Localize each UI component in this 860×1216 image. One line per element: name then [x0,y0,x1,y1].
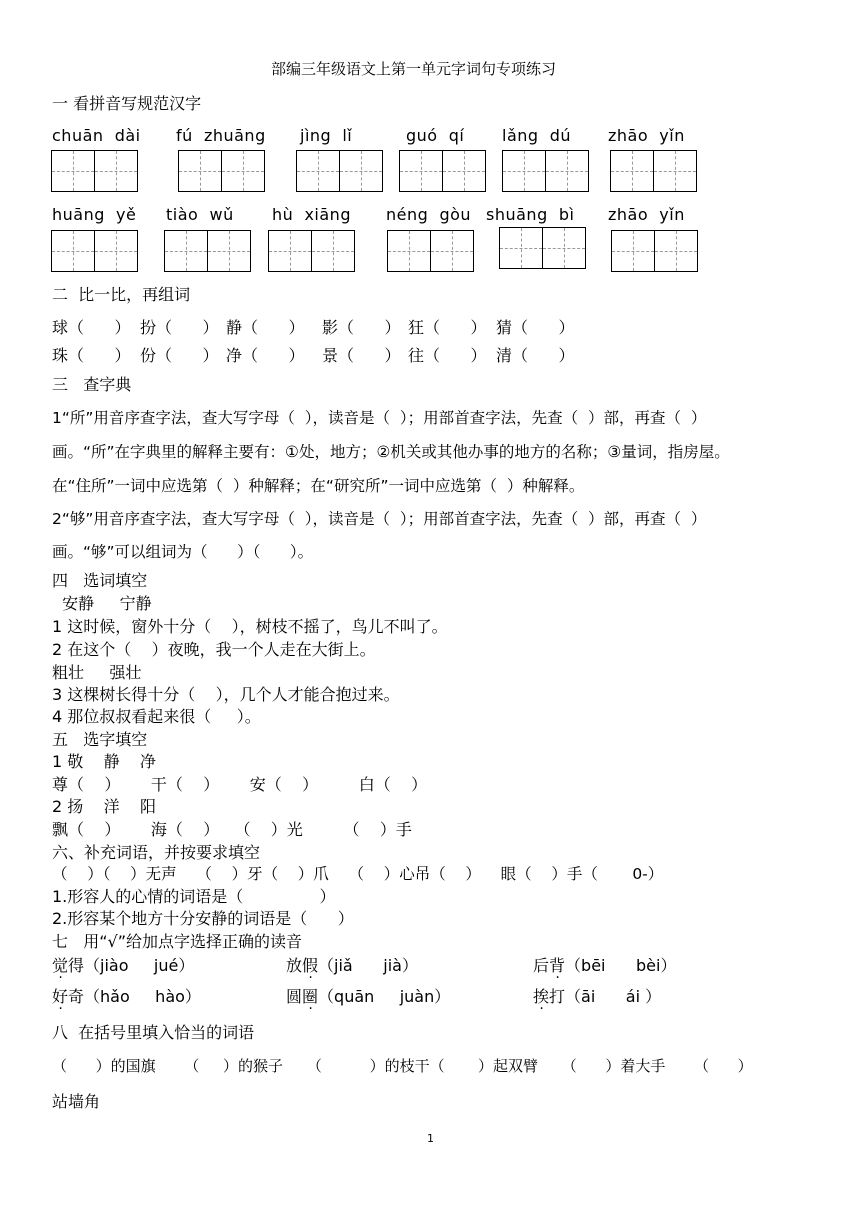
section-7-heading: 七 用“√”给加点字选择正确的读音 [52,932,303,951]
writing-box[interactable] [164,230,251,272]
compare-item: 狂（ ） [408,318,487,337]
pronunciation-options: 奇（hǎo hào） [68,987,201,1006]
section-2-heading: 二 比一比，再组词 [52,285,191,304]
writing-box[interactable] [611,230,698,272]
pinyin-12: zhāo yǐn [608,205,685,224]
section-8-heading: 八 在括号里填入恰当的词语 [52,1023,255,1042]
compare-item: 影（ ） [322,318,401,337]
dotted-char: 好 · [52,989,68,1005]
dotted-char: 假 · [302,958,318,974]
pronunciation-item [533,989,661,1005]
pinyin-4: guó qí [406,126,465,145]
char-fill-line: 尊（ ） 干（ ） 安（ ） 白（ ） [52,775,428,794]
pronunciation-item [52,958,194,974]
plain-char: 放 [286,956,303,975]
pronunciation-options: （jiǎ jià） [318,956,418,975]
writing-box[interactable] [387,230,474,272]
writing-box[interactable] [610,150,697,192]
pinyin-7: huāng yě [52,205,137,224]
plain-char: 圆 [286,987,303,1006]
writing-box[interactable] [51,230,138,272]
dotted-char: 背 · [549,958,565,974]
writing-box[interactable] [51,150,138,192]
compare-item: 珠（ ） [52,346,131,365]
word-choice-group: 粗壮 强壮 [52,663,142,682]
section-5-heading: 五 选字填空 [52,730,148,749]
dotted-char: 挨 · [533,989,549,1005]
section-4-heading: 四 选词填空 [52,571,148,590]
compare-item: 清（ ） [496,346,575,365]
dictionary-q1-line2: 画。“所”在字典里的解释主要有：①处，地方；②机关或其他办事的地方的名称；③量词，指房屋。 [52,443,730,461]
pronunciation-options: （quān juàn） [318,987,451,1006]
pronunciation-options: 得（jiào jué） [68,956,195,975]
phrase-fill-line: （ ）的国旗 （ ）的猴子 （ ）的枝干（ ）起双臂 （ ）着大手 （ ） [52,1057,753,1075]
idiom-question: 2.形容某个地方十分安静的词语是（ ） [52,909,354,928]
dictionary-q1-line3: 在“住所”一词中应选第（ ）种解释；在“研究所”一词中应选第（ ）种解释。 [52,477,585,495]
pronunciation-options: （bēi bèi） [565,956,677,975]
writing-box[interactable] [178,150,265,192]
page-number: 1 [427,1132,434,1145]
compare-item: 份（ ） [140,346,219,365]
pinyin-1: chuān dài [52,126,141,145]
pinyin-2: fú zhuāng [176,126,266,145]
dictionary-q1-line1: 1“所”用音序查字法，查大写字母（ ），读音是（ ）；用部首查字法，先查（ ）部，再查（ ） [52,409,707,427]
fill-question: 3 这棵树长得十分（ ），几个人才能合抱过来。 [52,685,400,704]
section-3-heading: 三 查字典 [52,375,132,394]
pinyin-10: néng gòu [386,205,472,224]
idiom-question: 1.形容人的心情的词语是（ ） [52,887,336,906]
writing-box[interactable] [268,230,355,272]
compare-item: 静（ ） [226,318,305,337]
pronunciation-item [286,958,418,974]
section-1-heading: 一 看拼音写规范汉字 [52,94,202,113]
writing-box[interactable] [499,227,586,269]
section-6-heading: 六、补充词语，并按要求填空 [52,843,261,862]
dictionary-q2-line1: 2“够”用音序查字法，查大写字母（ ），读音是（ ）；用部首查字法，先查（ ）部，再查（ ） [52,510,707,528]
pinyin-6: zhāo yǐn [608,126,685,145]
pronunciation-item [52,989,201,1005]
pronunciation-item [533,958,676,974]
word-choice-group: 安静 宁静 [52,594,152,613]
compare-item: 猜（ ） [496,318,575,337]
pinyin-9: hù xiāng [272,205,351,224]
char-choice-group: 1 敬 静 净 [52,752,156,771]
compare-item: 扮（ ） [140,318,219,337]
phrase-fill-line-cont: 站墙角 [52,1092,101,1111]
pinyin-11: shuāng bì [486,205,575,224]
compare-item: 往（ ） [408,346,487,365]
dictionary-q2-line2: 画。“够”可以组词为（ ）（ ）。 [52,543,314,561]
pronunciation-item [286,989,450,1005]
pronunciation-options: 打（āi ái ） [549,987,662,1006]
char-choice-group: 2 扬 洋 阳 [52,797,156,816]
pinyin-3: jìng lǐ [300,126,353,145]
compare-item: 净（ ） [226,346,305,365]
pinyin-5: lǎng dú [502,126,572,145]
char-fill-line: 飘（ ） 海（ ） （ ）光 （ ）手 [52,820,412,839]
plain-char: 后 [533,956,550,975]
writing-box[interactable] [502,150,589,192]
fill-question: 4 那位叔叔看起来很（ ）。 [52,707,261,726]
compare-item: 景（ ） [322,346,401,365]
compare-item: 球（ ） [52,318,131,337]
pinyin-8: tiào wǔ [166,205,234,224]
idiom-fill-line: （ ）（ ）无声 （ ）牙（ ）爪 （ ）心吊（ ） 眼（ ）手（ 0-） [52,865,664,883]
dotted-char: 圈 · [302,989,318,1005]
writing-box[interactable] [296,150,383,192]
fill-question: 2 在这个（ ）夜晚，我一个人走在大街上。 [52,640,376,659]
page-title: 部编三年级语文上第一单元字词句专项练习 [271,60,557,78]
dotted-char: 觉 · [52,958,68,974]
writing-box[interactable] [399,150,486,192]
fill-question: 1 这时候，窗外十分（ ），树枝不摇了，鸟儿不叫了。 [52,617,448,636]
